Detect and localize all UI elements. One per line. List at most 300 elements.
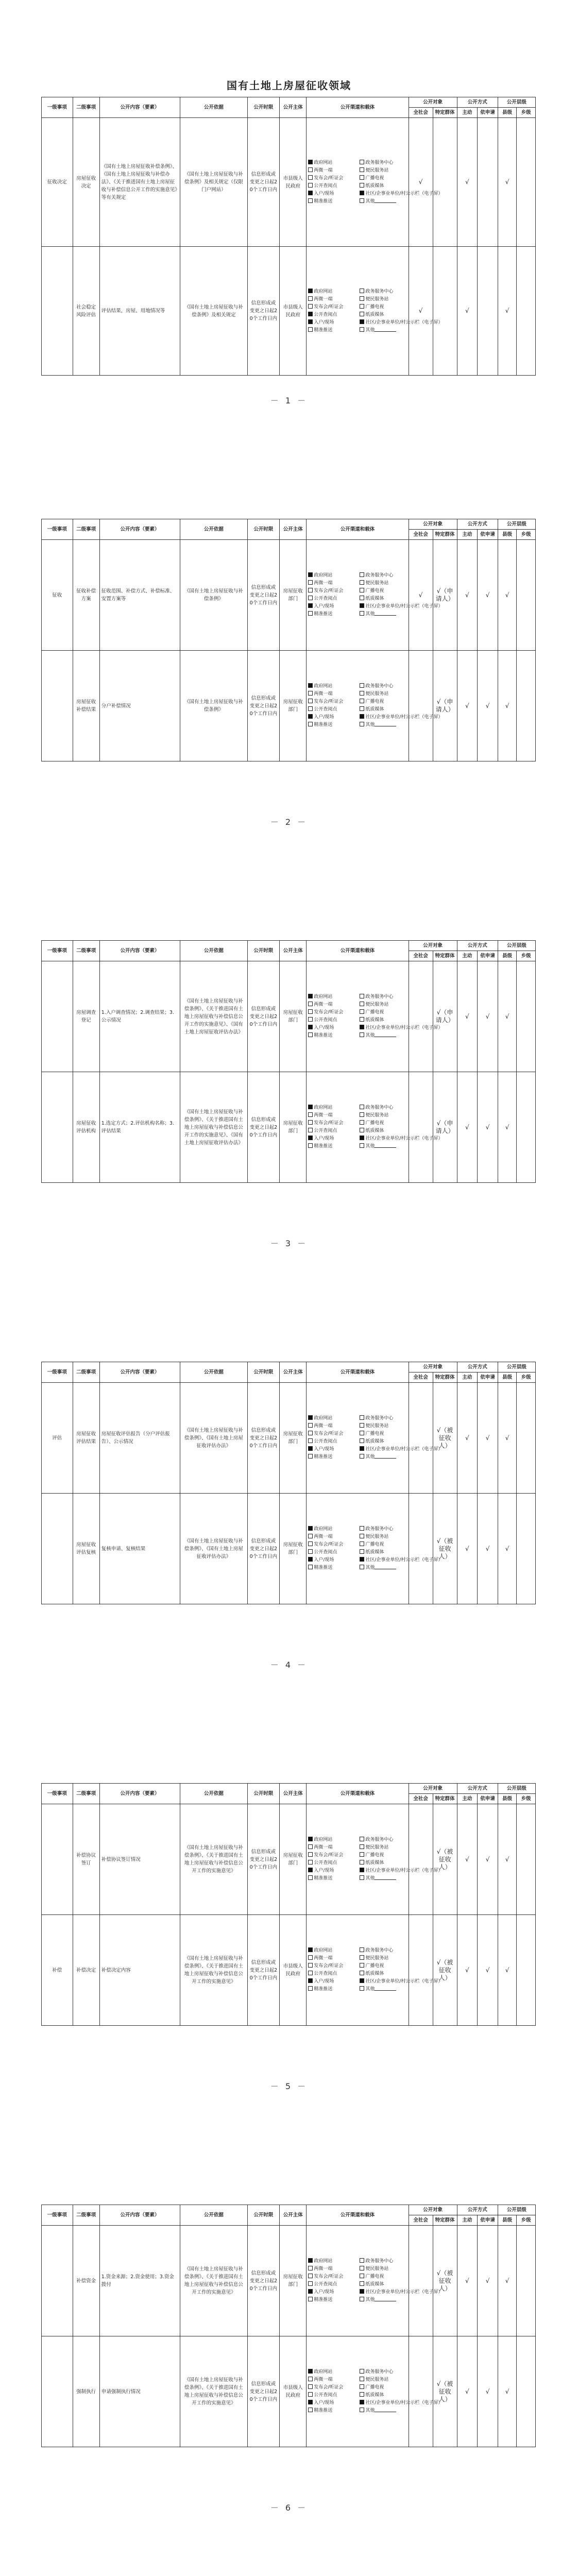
- channel-option-label: 纸质媒体: [365, 1971, 384, 1976]
- checked-checkbox-icon: [308, 191, 313, 195]
- active-cell: √: [457, 1494, 478, 1604]
- unchecked-checkbox-icon: [308, 1875, 313, 1880]
- channel-cell: [307, 961, 443, 1072]
- channel-cell: [307, 1072, 443, 1183]
- channel-option-label: 精准推送: [314, 1144, 333, 1149]
- unchecked-checkbox-icon: [308, 2392, 313, 2397]
- channel-option-label: 公开查阅点: [314, 1971, 337, 1976]
- specific-cell: √（申请人）: [433, 540, 457, 651]
- unchecked-checkbox-icon: [360, 1120, 364, 1125]
- channel-option: [360, 311, 384, 319]
- basis-cell: 《国有土地上房屋征收与补偿条例》、《关于推进国有土地上房屋征收与补偿信息公开工作的实施意见》: [180, 1804, 247, 1915]
- header-apply: 依申请: [478, 108, 498, 118]
- subject-cell: 市县级人民政府: [280, 2336, 307, 2447]
- channel-option-label: 发布会/听证会: [314, 1542, 344, 1547]
- unchecked-checkbox-icon: [360, 160, 364, 164]
- channel-option-label: 入户/现场: [314, 2290, 334, 2295]
- specific-cell: √（申请人）: [433, 651, 457, 761]
- channel-option: [360, 2399, 443, 2407]
- header-basis: 公开依据: [180, 2205, 247, 2226]
- apply-cell: √: [478, 2336, 498, 2447]
- header-active: 主动: [457, 2215, 478, 2226]
- table-row: [42, 1494, 536, 1604]
- channel-option: [360, 296, 388, 303]
- unchecked-checkbox-icon: [308, 198, 313, 203]
- channel-option-line: [308, 2399, 443, 2407]
- content-cell: 《国有土地上房屋征收补偿条例》、《国有土地上房屋征收与补偿办法》、《关于推进国有土地上房屋征收与补偿信息公开工作的实施意见》等有关规定: [99, 118, 180, 247]
- county-cell: √: [498, 540, 517, 651]
- apply-cell: [478, 247, 498, 376]
- time-cell: 信息形成或变更之日起20个工作日内: [247, 540, 280, 651]
- channel-option-label: 其他: [365, 1144, 375, 1149]
- checked-checkbox-icon: [308, 289, 313, 293]
- channel-option: [360, 1859, 384, 1867]
- table-row: [42, 1915, 536, 2026]
- subject-cell: 房屋征收部门: [280, 1494, 307, 1604]
- channel-option: [308, 1978, 360, 1986]
- channel-option-label: 精准推送: [314, 722, 333, 727]
- header-all-society: 全社会: [409, 951, 433, 961]
- lvl2-cell: 补偿决定: [73, 1915, 99, 2026]
- channel-cell: [307, 2336, 443, 2447]
- channel-option-line: [308, 2368, 406, 2376]
- unchecked-checkbox-icon: [308, 1852, 313, 1857]
- checked-checkbox-icon: [308, 1105, 313, 1109]
- channel-option-label: 便民服务站: [365, 691, 389, 697]
- channel-option: [360, 1446, 443, 1453]
- unchecked-checkbox-icon: [360, 580, 364, 585]
- channel-option: [308, 2384, 360, 2392]
- header-object: 公开对象: [409, 1784, 457, 1794]
- unchecked-checkbox-icon: [308, 1565, 313, 1569]
- unchecked-checkbox-icon: [308, 175, 313, 180]
- channel-option-line: [308, 303, 406, 311]
- lvl2-cell: 社会稳定风险评估: [73, 247, 99, 376]
- channel-option-line: [308, 2289, 443, 2296]
- channel-option-label: 公开查阅点: [314, 2393, 337, 2398]
- channel-option: [308, 1955, 360, 1962]
- time-cell: 信息形成或变更之日起20个工作日内: [247, 961, 280, 1072]
- checked-checkbox-icon: [308, 1136, 313, 1140]
- channel-option-label: 入户/现场: [314, 191, 334, 196]
- channel-option-label: 其他: [365, 1987, 375, 1992]
- object-cell: [409, 1494, 433, 1604]
- channel-option-label: 精准推送: [314, 2297, 333, 2302]
- unchecked-checkbox-icon: [308, 1860, 313, 1865]
- town-cell: [517, 1915, 536, 2026]
- channel-option: [308, 1430, 360, 1438]
- basis-cell: 《国有土地上房屋征收与补偿条例》及相关规定: [180, 247, 247, 376]
- town-cell: [517, 118, 536, 247]
- channel-option-line: [308, 587, 406, 595]
- disclosure-table: [41, 97, 536, 376]
- channel-option-label: 政务服务中心: [365, 684, 394, 689]
- channel-option-line: [308, 611, 406, 618]
- channel-option: [360, 1836, 393, 1844]
- channel-option: [360, 683, 393, 690]
- channel-option-label: 便民服务站: [365, 2266, 389, 2272]
- channel-option: [360, 706, 384, 714]
- unchecked-checkbox-icon: [308, 2384, 313, 2389]
- unchecked-checkbox-icon: [308, 2274, 313, 2278]
- channel-option-label: 社区/企事业单位/村公示栏（电子屏）: [365, 1136, 443, 1141]
- channel-option-label: 精准推送: [314, 1565, 333, 1570]
- unchecked-checkbox-icon: [308, 1438, 313, 1443]
- header-lvl1: 一级事项: [42, 97, 73, 118]
- basis-cell: 《国有土地上房屋征收与补偿条例》、《国有土地上房屋征收评估办法》: [180, 1383, 247, 1494]
- channel-option-line: [308, 1120, 406, 1127]
- specific-cell: √（被征收人）: [433, 2226, 457, 2336]
- checked-checkbox-icon: [308, 1868, 313, 1872]
- document-title: 国有土地上房屋征收领域: [227, 79, 351, 92]
- channel-option: [360, 1422, 388, 1430]
- channel-option-label: 便民服务站: [365, 296, 389, 302]
- channel-cell: [307, 118, 443, 247]
- header-apply: 依申请: [478, 1372, 498, 1383]
- channel-option: [308, 1875, 360, 1883]
- channel-option-label: 便民服务站: [365, 1113, 389, 1118]
- unchecked-checkbox-icon: [360, 1534, 364, 1538]
- header-level: 公开层级: [498, 519, 535, 530]
- channel-option-line: [308, 311, 406, 319]
- header-object: 公开对象: [409, 941, 457, 951]
- active-cell: √: [457, 540, 478, 651]
- channel-option-label: 政府网站: [314, 160, 333, 165]
- unchecked-checkbox-icon: [308, 1549, 313, 1554]
- channel-option-label: 两微一端: [314, 2377, 333, 2382]
- object-cell: √: [409, 118, 433, 247]
- channel-option-label: 政府网站: [314, 994, 333, 999]
- channel-option: [308, 1836, 360, 1844]
- unchecked-checkbox-icon: [360, 2392, 364, 2397]
- channel-option-label: 政务服务中心: [365, 1837, 394, 1842]
- checked-checkbox-icon: [360, 1025, 364, 1029]
- channel-option-label: 其他: [365, 722, 375, 727]
- channel-option-label: 公开查阅点: [314, 1860, 337, 1866]
- unchecked-checkbox-icon: [360, 1860, 364, 1865]
- channel-option-line: [308, 1032, 406, 1040]
- channel-option-label: 发布会/听证会: [314, 2385, 344, 2390]
- time-cell: 信息形成或变更之日起20个工作日内: [247, 1494, 280, 1604]
- other-blank-line: [375, 1986, 396, 1991]
- channel-option-label: 公开查阅点: [314, 1128, 337, 1133]
- subject-cell: 房屋征收部门: [280, 2226, 307, 2336]
- disclosure-table: [41, 2205, 536, 2447]
- channel-option-line: [308, 1143, 406, 1150]
- header-object: 公开对象: [409, 519, 457, 530]
- channel-option: [360, 1009, 384, 1016]
- channel-option: [360, 2376, 388, 2384]
- header-active: 主动: [457, 1794, 478, 1804]
- channel-option-line: [308, 1867, 443, 1875]
- checked-checkbox-icon: [360, 603, 364, 608]
- channel-option: [360, 159, 393, 167]
- lvl1-cell: [42, 1494, 73, 1604]
- specific-cell: [433, 118, 457, 247]
- county-cell: √: [498, 118, 517, 247]
- unchecked-checkbox-icon: [308, 580, 313, 585]
- header-active: 主动: [457, 951, 478, 961]
- time-cell: 信息形成或变更之日起20个工作日内: [247, 118, 280, 247]
- header-active: 主动: [457, 530, 478, 540]
- header-town: 乡级: [517, 951, 536, 961]
- checked-checkbox-icon: [308, 1415, 313, 1420]
- unchecked-checkbox-icon: [360, 296, 364, 301]
- channel-option-label: 政府网站: [314, 684, 333, 689]
- time-cell: 信息形成或变更之日起20个工作日内: [247, 1804, 280, 1915]
- town-cell: [517, 2336, 536, 2447]
- unchecked-checkbox-icon: [308, 1143, 313, 1148]
- unchecked-checkbox-icon: [360, 167, 364, 172]
- header-basis: 公开依据: [180, 519, 247, 540]
- channel-option-line: [308, 1955, 406, 1962]
- channel-option-label: 政府网站: [314, 1105, 333, 1110]
- subject-cell: 房屋征收部门: [280, 1072, 307, 1183]
- channel-option: [360, 1533, 388, 1541]
- channel-option: [360, 1135, 443, 1143]
- channel-option: [360, 1112, 388, 1120]
- channel-option: [360, 603, 443, 611]
- unchecked-checkbox-icon: [360, 1454, 364, 1459]
- channel-option: [360, 690, 388, 698]
- channel-option: [360, 2265, 388, 2273]
- specific-cell: √（申请人）: [433, 961, 457, 1072]
- subject-cell: 房屋征收部门: [280, 651, 307, 761]
- channel-option: [308, 1526, 360, 1533]
- unchecked-checkbox-icon: [360, 1971, 364, 1975]
- unchecked-checkbox-icon: [360, 572, 364, 577]
- channel-option: [308, 1564, 360, 1572]
- unchecked-checkbox-icon: [308, 706, 313, 711]
- table-header-row: [42, 519, 536, 530]
- channel-option: [308, 1962, 360, 1970]
- header-county: 县级: [498, 1794, 517, 1804]
- town-cell: [517, 2226, 536, 2336]
- unchecked-checkbox-icon: [308, 1534, 313, 1538]
- channel-option: [308, 2407, 360, 2415]
- header-specific: 特定群体: [433, 108, 457, 118]
- active-cell: √: [457, 1072, 478, 1183]
- header-time: 公开时限: [247, 97, 280, 118]
- object-cell: √: [409, 540, 433, 651]
- channel-option-line: [308, 993, 406, 1001]
- checked-checkbox-icon: [360, 714, 364, 719]
- county-cell: √: [498, 1072, 517, 1183]
- specific-cell: √（被征收人）: [433, 1383, 457, 1494]
- unchecked-checkbox-icon: [360, 1875, 364, 1880]
- channel-option: [360, 1962, 384, 1970]
- channel-option: [308, 1127, 360, 1135]
- header-all-society: 全社会: [409, 108, 433, 118]
- channel-option: [360, 167, 388, 175]
- lvl1-cell: [42, 961, 73, 1072]
- object-cell: [409, 961, 433, 1072]
- town-cell: [517, 651, 536, 761]
- channel-option-line: [308, 2281, 406, 2289]
- specific-cell: √（被征收人）: [433, 1804, 457, 1915]
- channel-option-line: [308, 1836, 406, 1844]
- channel-option: [308, 198, 360, 206]
- header-town: 乡级: [517, 1372, 536, 1383]
- active-cell: √: [457, 2336, 478, 2447]
- channel-option: [360, 2384, 384, 2392]
- channel-option-label: 社区/企事业单位/村公示栏（电子屏）: [365, 2290, 443, 2295]
- unchecked-checkbox-icon: [360, 2384, 364, 2389]
- channel-option-label: 纸质媒体: [365, 1439, 384, 1444]
- channel-option: [360, 2273, 384, 2281]
- channel-option-line: [308, 1430, 406, 1438]
- header-apply: 依申请: [478, 1794, 498, 1804]
- subject-cell: 房屋征收部门: [280, 540, 307, 651]
- channel-option-label: 两微一端: [314, 581, 333, 586]
- subject-cell: 市县级人民政府: [280, 1915, 307, 2026]
- channel-option-label: 政务服务中心: [365, 160, 394, 165]
- channel-option: [308, 706, 360, 714]
- channel-option: [360, 2392, 384, 2399]
- checked-checkbox-icon: [360, 1557, 364, 1562]
- channel-option-label: 其他: [365, 1565, 375, 1570]
- header-town: 乡级: [517, 1794, 536, 1804]
- channel-cell: [307, 1804, 443, 1915]
- town-cell: [517, 1804, 536, 1915]
- channel-option: [360, 587, 384, 595]
- channel-option-label: 广播电视: [365, 1963, 384, 1969]
- channel-option-line: [308, 159, 406, 167]
- channel-option: [360, 1526, 393, 1533]
- channel-option: [360, 1127, 384, 1135]
- checked-checkbox-icon: [360, 2289, 364, 2294]
- channel-option: [360, 2281, 384, 2289]
- header-county: 县级: [498, 1372, 517, 1383]
- header-mode: 公开方式: [457, 1784, 498, 1794]
- channel-option-label: 政府网站: [314, 2259, 333, 2264]
- channel-option-label: 便民服务站: [365, 1534, 389, 1539]
- unchecked-checkbox-icon: [360, 2274, 364, 2278]
- unchecked-checkbox-icon: [360, 1852, 364, 1857]
- channel-option: [360, 1947, 393, 1955]
- unchecked-checkbox-icon: [308, 2297, 313, 2301]
- channel-option: [308, 1032, 360, 1040]
- lvl2-cell: 补偿资金: [73, 2226, 99, 2336]
- unchecked-checkbox-icon: [360, 175, 364, 180]
- channel-option-label: 社区/企事业单位/村公示栏（电子屏）: [365, 191, 443, 196]
- channel-option: [308, 311, 360, 319]
- header-county: 县级: [498, 2215, 517, 2226]
- channel-option: [360, 1549, 384, 1556]
- unchecked-checkbox-icon: [360, 2297, 364, 2301]
- channel-option-line: [308, 198, 406, 206]
- checked-checkbox-icon: [308, 572, 313, 577]
- header-mode: 公开方式: [457, 519, 498, 530]
- channel-option-label: 政务服务中心: [365, 1948, 394, 1953]
- header-lvl2: 二级事项: [73, 1362, 99, 1383]
- time-cell: 信息形成或变更之日起20个工作日内: [247, 2226, 280, 2336]
- channel-option-line: [308, 288, 406, 296]
- disclosure-table: [41, 1362, 536, 1604]
- channel-option-label: 政务服务中心: [365, 1105, 394, 1110]
- checked-checkbox-icon: [360, 191, 364, 195]
- channel-option-line: [308, 603, 443, 611]
- lvl2-cell: 强制执行: [73, 2336, 99, 2447]
- channel-option: [360, 1844, 388, 1852]
- channel-option-label: 广播电视: [365, 2274, 384, 2279]
- channel-option-line: [308, 2265, 406, 2273]
- town-cell: [517, 1072, 536, 1183]
- table-header-row: [42, 1362, 536, 1372]
- channel-option: [308, 1970, 360, 1978]
- content-cell: 分户补偿情况: [99, 651, 180, 761]
- channel-option-label: 政务服务中心: [365, 2259, 394, 2264]
- channel-cell: [307, 651, 443, 761]
- unchecked-checkbox-icon: [360, 2369, 364, 2374]
- unchecked-checkbox-icon: [308, 1112, 313, 1117]
- channel-option-label: 精准推送: [314, 612, 333, 617]
- channel-option: [308, 1104, 360, 1112]
- channel-option: [308, 2368, 360, 2376]
- channel-option: [360, 1438, 384, 1446]
- apply-cell: √: [478, 651, 498, 761]
- channel-option-line: [308, 1009, 406, 1016]
- checked-checkbox-icon: [308, 319, 313, 324]
- content-cell: 1.选定方式；2.评估机构名称；3.评估结果: [99, 1072, 180, 1183]
- channel-option: [360, 993, 393, 1001]
- unchecked-checkbox-icon: [360, 1549, 364, 1554]
- page-2: [31, 519, 546, 761]
- channel-option-label: 政府网站: [314, 289, 333, 294]
- other-blank-line: [375, 1564, 396, 1569]
- channel-option-label: 政府网站: [314, 1948, 333, 1953]
- channel-option-label: 便民服务站: [365, 581, 389, 586]
- subject-cell: 房屋征收部门: [280, 1383, 307, 1494]
- unchecked-checkbox-icon: [360, 722, 364, 726]
- county-cell: √: [498, 1383, 517, 1494]
- unchecked-checkbox-icon: [308, 1971, 313, 1975]
- county-cell: √: [498, 651, 517, 761]
- checked-checkbox-icon: [308, 1446, 313, 1451]
- header-lvl2: 二级事项: [73, 2205, 99, 2226]
- basis-cell: 《国有土地上房屋征收与补偿条例》、《关于推进国有土地上房屋征收与补偿信息公开工作的实施意见》、《国有土地上房屋征收评估办法》: [180, 961, 247, 1072]
- channel-option-line: [308, 706, 406, 714]
- table-header-row: [42, 97, 536, 108]
- unchecked-checkbox-icon: [360, 1431, 364, 1435]
- channel-option: [360, 1986, 375, 1993]
- county-cell: √: [498, 2226, 517, 2336]
- channel-option: [360, 327, 375, 334]
- channel-option-label: 公开查阅点: [314, 596, 337, 601]
- header-channel: 公开渠道和载体: [307, 2205, 409, 2226]
- channel-option-label: 入户/现场: [314, 319, 334, 325]
- channel-option: [360, 1852, 384, 1859]
- channel-option: [308, 2258, 360, 2265]
- channel-option: [308, 611, 360, 618]
- unchecked-checkbox-icon: [360, 1009, 364, 1014]
- channel-option-label: 便民服务站: [365, 1956, 389, 1961]
- header-lvl1: 一级事项: [42, 519, 73, 540]
- channel-option-label: 政务服务中心: [365, 2369, 394, 2375]
- header-county: 县级: [498, 951, 517, 961]
- unchecked-checkbox-icon: [308, 1120, 313, 1125]
- channel-option-label: 政务服务中心: [365, 1416, 394, 1421]
- channel-option: [360, 698, 384, 706]
- header-town: 乡级: [517, 2215, 536, 2226]
- channel-option: [308, 190, 360, 198]
- channel-option: [308, 2265, 360, 2273]
- unchecked-checkbox-icon: [360, 198, 364, 203]
- channel-option: [360, 2368, 393, 2376]
- lvl1-cell: [42, 1072, 73, 1183]
- channel-option-line: [308, 572, 406, 580]
- unchecked-checkbox-icon: [360, 1955, 364, 1960]
